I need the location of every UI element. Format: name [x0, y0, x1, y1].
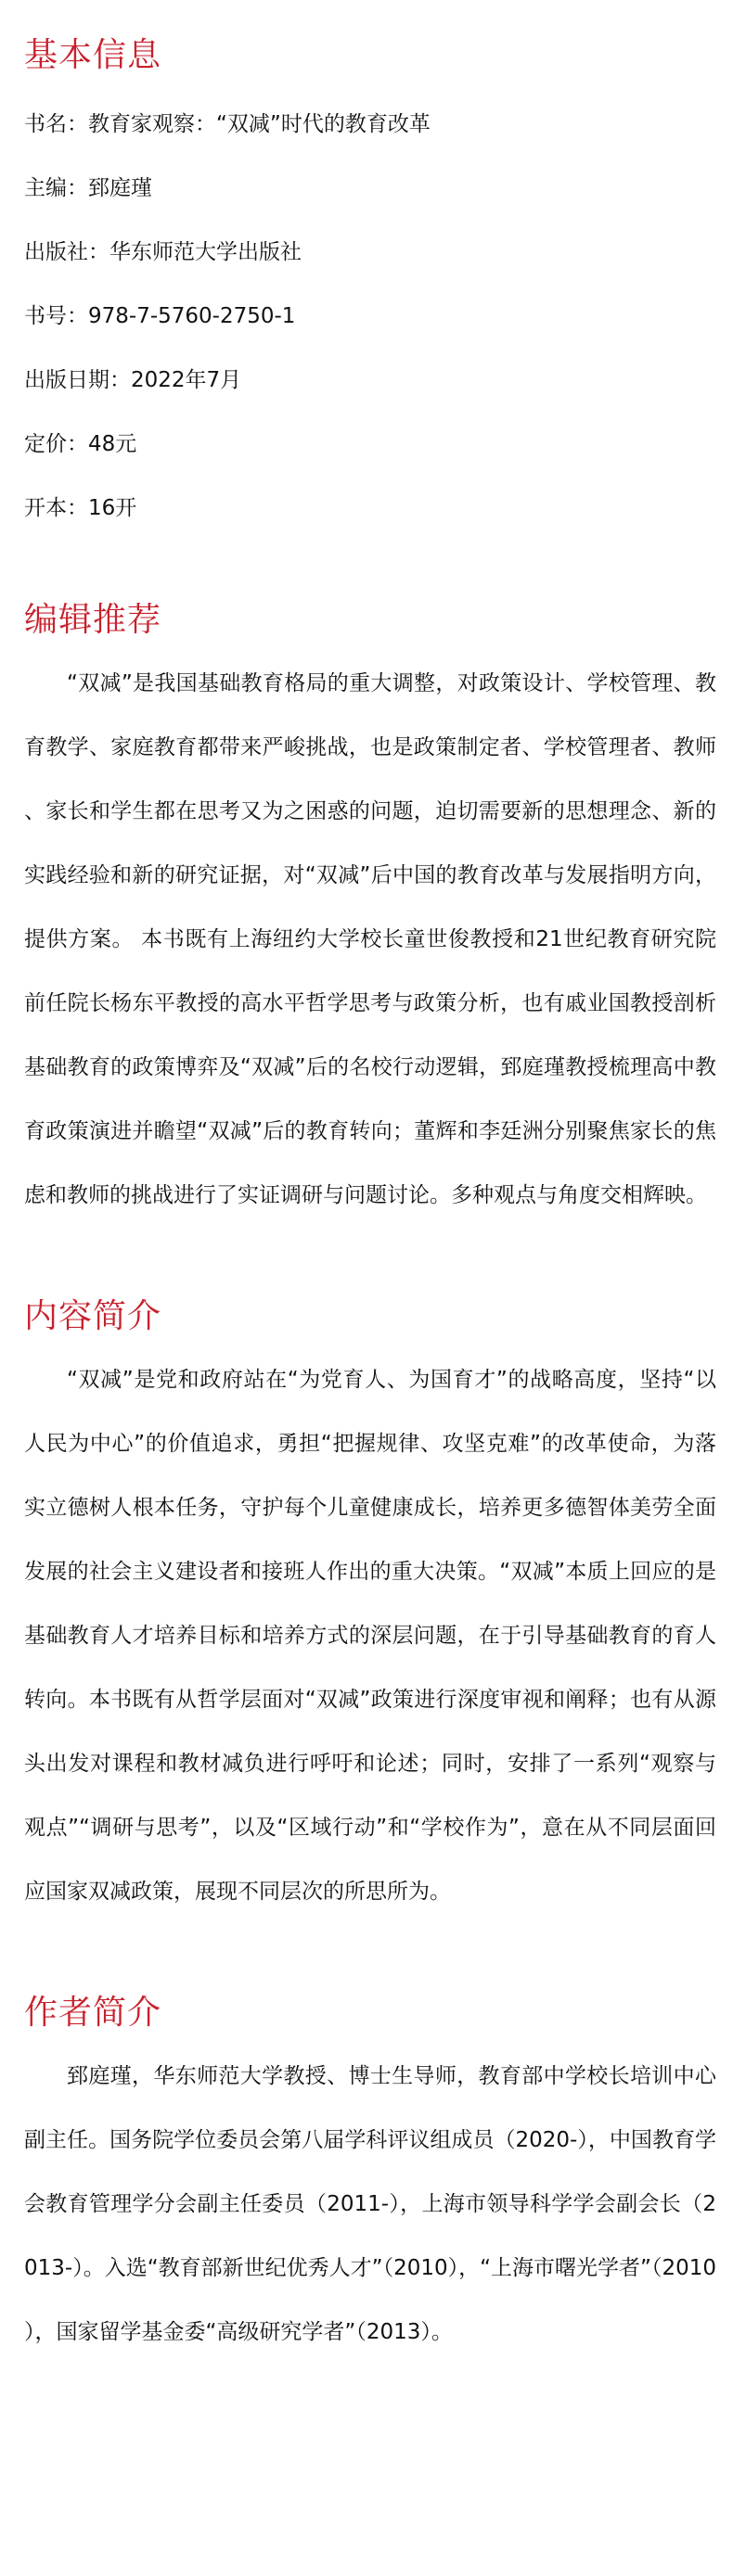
content-intro-text: “双减”是党和政府站在“为党育人、为国育才”的战略高度，坚持“以人民为中心”的价值追求，勇担“把握规律、攻坚克难”的改革使命，为落实立德树人根本任务，守护每个儿童健康成长，培养更多德智体美劳全面发展的社会主义建设者和接班人作出的重大决策。“双减”本质上回应的是基础教育人才培养目标和培养方式的深层问题，在于引导基础教育的育人转向。本书既有从哲学层面对“双减”政策进行深度审视和阐释；也有从源头出发对课程和教材减负进行呼吁和论述；同时，安排了一系列“观察与观点”“调研与思考”，以及“区域行动”和“学校作为”，意在从不同层面回应国家双减政策，展现不同层次的所思所为。	[24, 1368, 716, 1904]
info-price: 定价：48元	[24, 432, 137, 456]
content-intro-heading: 内容简介	[24, 1297, 162, 1335]
basic-info-list	[24, 93, 716, 541]
author-intro-heading: 作者简介	[24, 1994, 162, 2032]
editor-recommendation-text: “双减”是我国基础教育格局的重大调整，对政策设计、学校管理、教育教学、家庭教育都带来严峻挑战，也是政策制定者、学校管理者、教师、家长和学生都在思考又为之困惑的问题，迫切需要新的思想理念、新的实践经验和新的研究证据，对“双减”后中国的教育改革与发展指明方向，提供方案。 本书既有上海纽约大学校长童世俊教授和21世纪教育研究院前任院长杨东平教授的高水平哲学思考与政策分析，也有戚业国教授剖析基础教育的政策博弈及“双减”后的名校行动逻辑，郅庭瑾教授梳理高中教育政策演进并瞻望“双减”后的教育转向；董辉和李廷洲分别聚焦家长的焦虑和教师的挑战进行了实证调研与问题讨论。多种观点与角度交相辉映。	[24, 671, 716, 1207]
author-intro-section	[24, 1991, 716, 2365]
info-isbn: 书号：978-7-5760-2750-1	[24, 304, 296, 328]
info-editor: 主编：郅庭瑾	[24, 176, 152, 200]
editor-recommendation-heading: 编辑推荐	[24, 601, 162, 639]
basic-info-section	[24, 33, 716, 541]
info-format: 开本：16开	[24, 496, 137, 520]
info-publish-date: 出版日期：2022年7月	[24, 368, 242, 392]
info-publisher: 出版社：华东师范大学出版社	[24, 240, 302, 264]
editor-recommendation-section	[24, 598, 716, 1228]
author-intro-text: 郅庭瑾，华东师范大学教授、博士生导师，教育部中学校长培训中心副主任。国务院学位委员会第八届学科评议组成员（2020-），中国教育学会教育管理学分会副主任委员（2011-），上海市领导科学学会副会长（2013-）。入选“教育部新世纪优秀人才”（2010），“上海市曙光学者”（2010），国家留学基金委“高级研究学者”（2013）。	[24, 2064, 716, 2344]
info-book-title: 书名：教育家观察：“双减”时代的教育改革	[24, 112, 431, 136]
content-intro-section	[24, 1294, 716, 1924]
basic-info-heading: 基本信息	[24, 36, 162, 74]
